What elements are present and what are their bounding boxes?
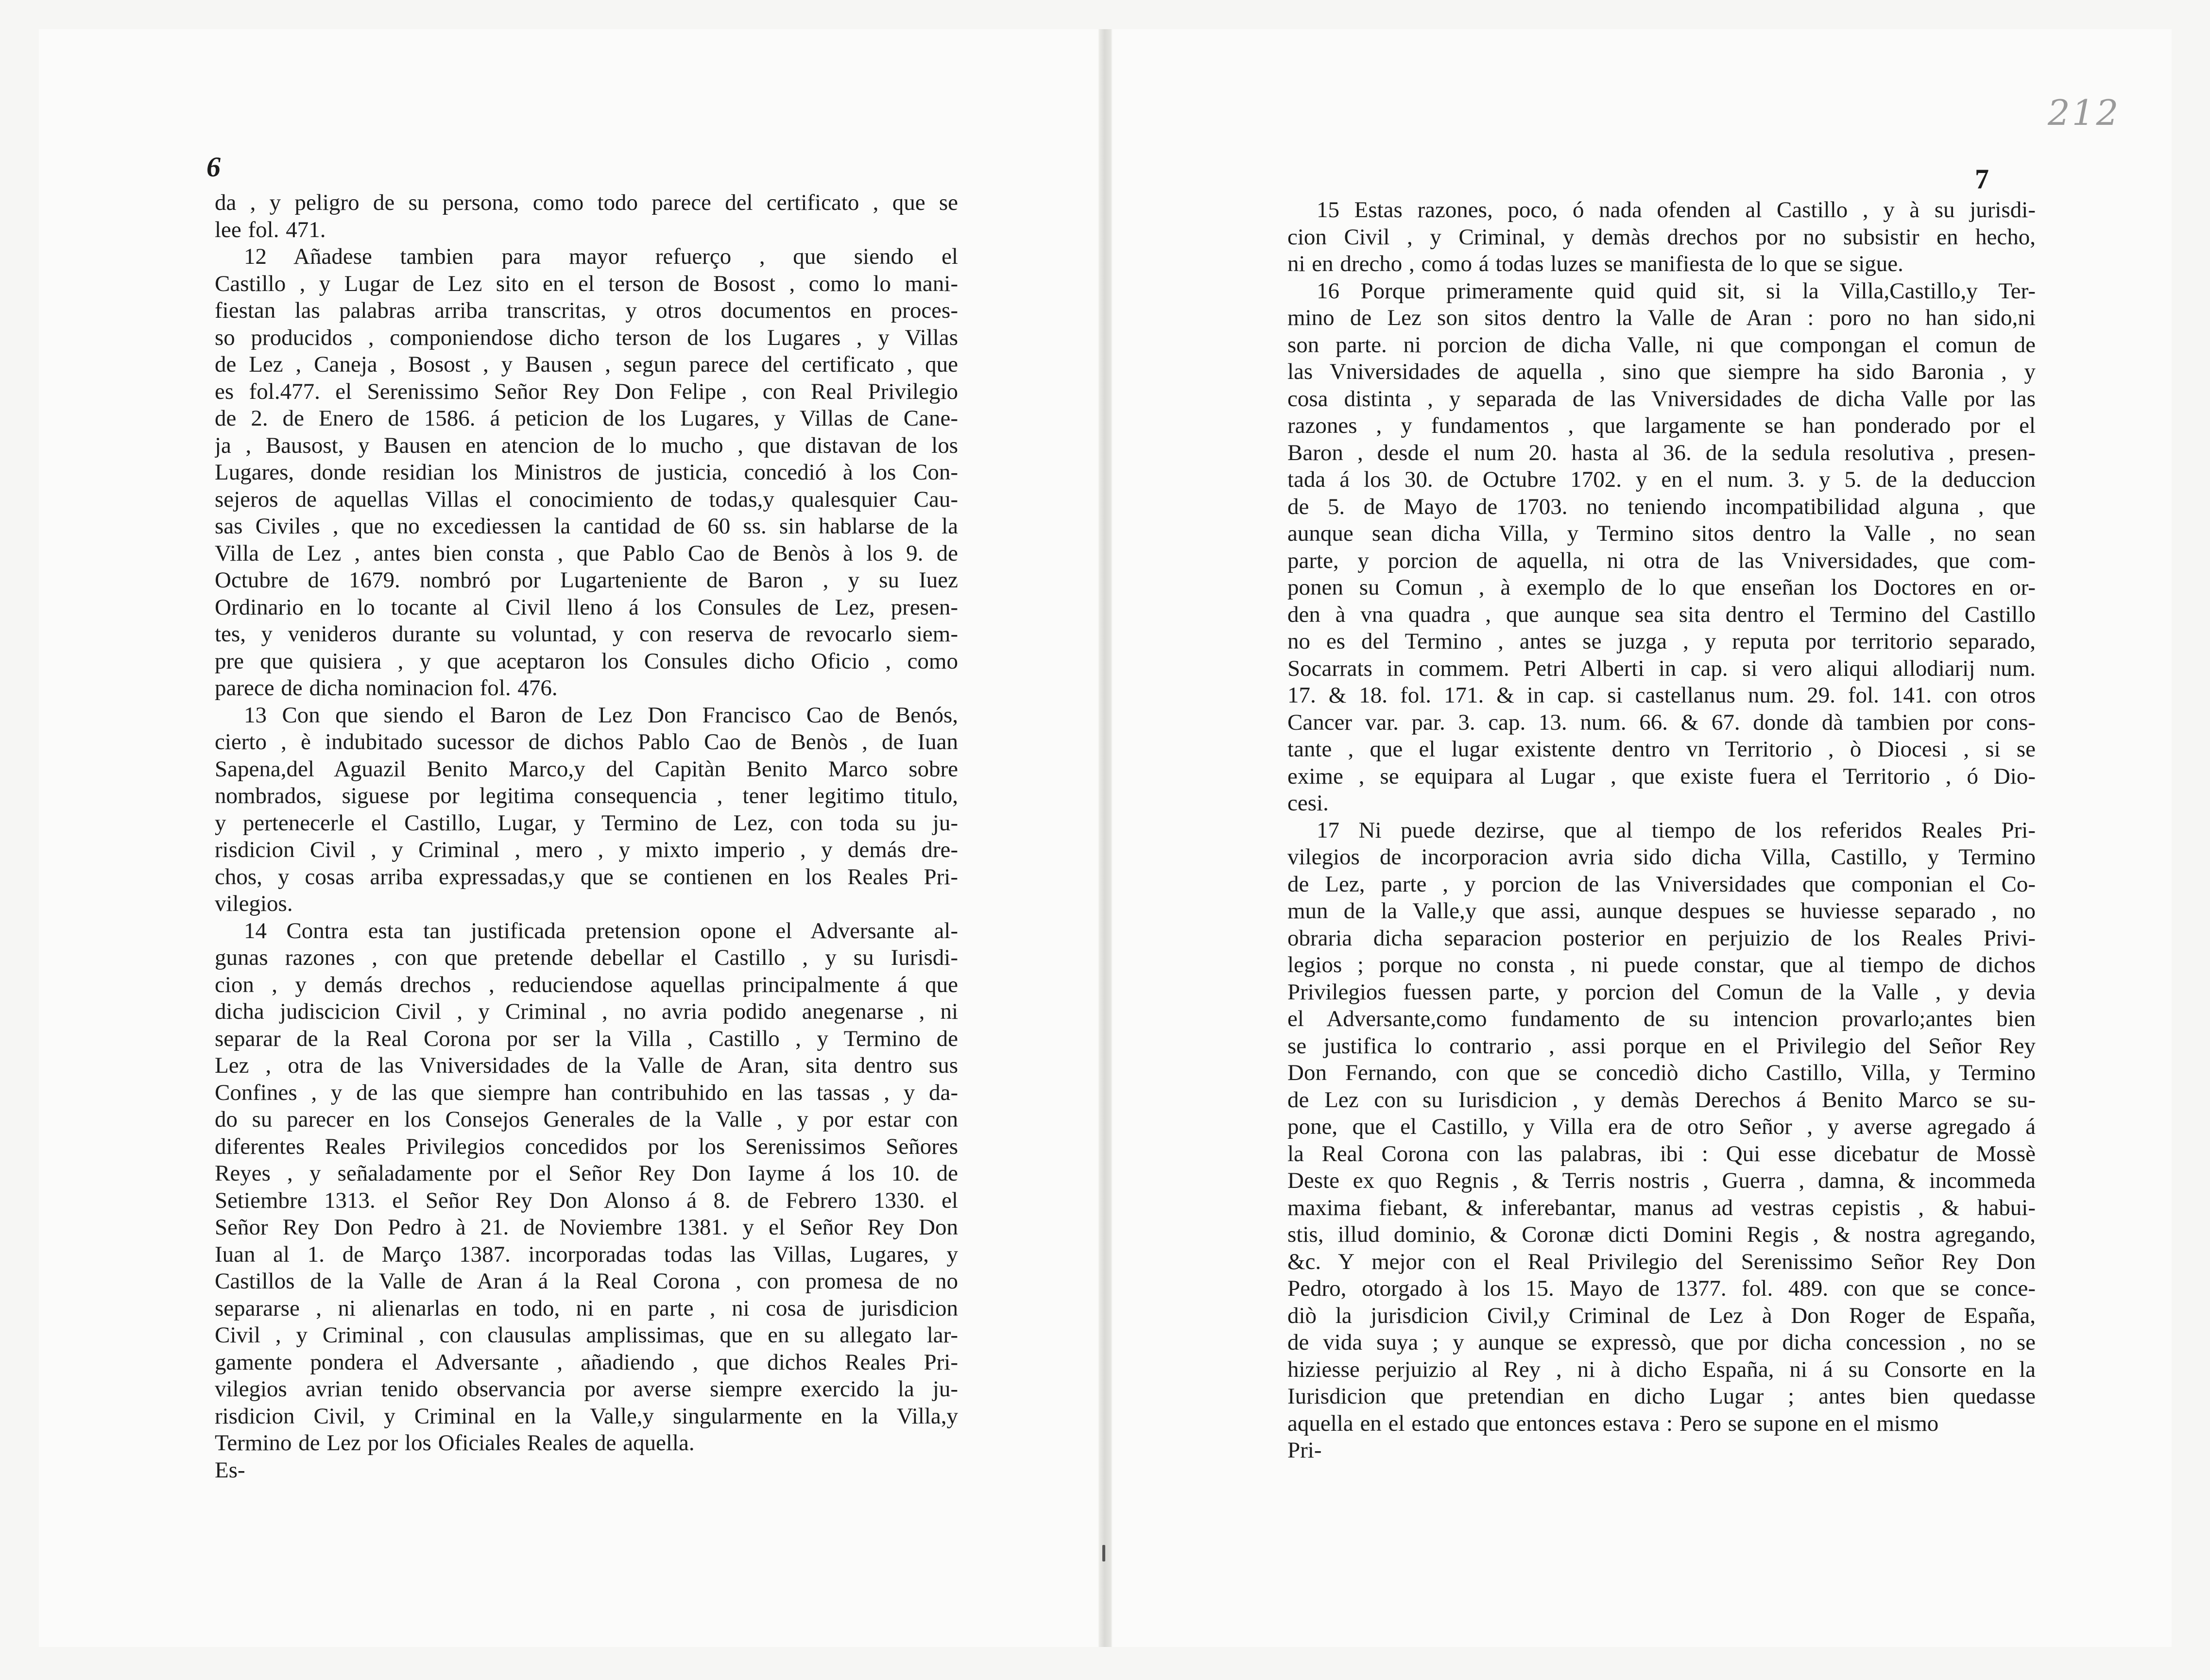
text-line: 15 Estas razones, poco, ó nada ofenden al Castillo , y à su jurisdi-	[1317, 197, 2036, 223]
text-line: vilegios.	[215, 891, 293, 916]
text-line: 17 Ni puede dezirse, que al tiempo de los referidos Reales Pri-	[1317, 817, 2036, 843]
text-line: aunque sean dicha Villa, y Termino sitos dentro la Valle , no sean	[1287, 521, 2036, 546]
text-line: dicha judiscicion Civil , y Criminal , no avria podido anegenarse , ni	[215, 999, 958, 1024]
text-line: so producidos , componiendose dicho terson de los Lugares , y Villas	[215, 325, 958, 350]
text-line: de 5. de Mayo de 1703. no teniendo incompatibilidad alguna , que	[1287, 494, 2036, 519]
text-line: razones , y fundamentos , que largamente se han ponderado por el	[1287, 413, 2036, 438]
text-line: Ordinario en lo tocante al Civil lleno á los Consules de Lez, presen-	[215, 594, 958, 620]
text-line: risdicion Civil , y Criminal , mero , y mixto imperio , y demás dre-	[215, 837, 958, 862]
text-line: Cancer var. par. 3. cap. 13. num. 66. & 67. donde dà tambien por cons-	[1287, 709, 2036, 735]
binding-mark	[1102, 1545, 1105, 1561]
text-line: parece de dicha nominacion fol. 476.	[215, 675, 558, 701]
text-line: vilegios avrian tenido observancia por averse siempre exercido la ju-	[215, 1376, 958, 1402]
text-line: 12 Añadese tambien para mayor refuerço , que siendo el	[244, 244, 958, 269]
handwritten-folio-number: 212	[2048, 92, 2121, 133]
text-line: hiziesse perjuizio al Rey , ni à dicho España, ni á su Consorte en la	[1287, 1356, 2036, 1382]
text-line: Pedro, otorgado à los 15. Mayo de 1377. fol. 489. con que se conce-	[1287, 1276, 2036, 1301]
page-body-text	[1287, 197, 2036, 1464]
text-line: da , y peligro de su persona, como todo parece del certificato , que se	[215, 190, 958, 215]
page-number: 6	[206, 151, 221, 183]
text-line: gunas razones , con que pretende debellar el Castillo , y su Iurisdi-	[215, 945, 958, 970]
text-line: de Lez, parte , y porcion de las Vniversidades que componian el Co-	[1287, 871, 2036, 897]
text-line: Señor Rey Don Pedro à 21. de Noviembre 1381. y el Señor Rey Don	[215, 1215, 958, 1240]
text-line: Iuan al 1. de Março 1387. incorporadas todas las Villas, Lugares, y	[215, 1241, 958, 1267]
text-line: las Vniversidades de aquella , sino que siempre ha sido Baronia , y	[1287, 359, 2036, 384]
text-line: risdicion Civil, y Criminal en la Valle,y singularmente en la Villa,y	[215, 1403, 958, 1429]
catchword: Pri-	[1287, 1438, 1322, 1463]
text-line: Baron , desde el num 20. hasta al 36. de la sedula resolutiva , presen-	[1287, 440, 2036, 465]
text-line: pre que quisiera , y que aceptaron los Consules dicho Oficio , como	[215, 648, 958, 674]
left-page	[39, 29, 1098, 1647]
text-line: de Lez , Caneja , Bosost , y Bausen , segun parece del certificato , que	[215, 352, 958, 377]
text-line: Octubre de 1679. nombró por Lugarteniente de Baron , y su Iuez	[215, 567, 958, 593]
text-line: sas Civiles , que no excediessen la cantidad de 60 ss. sin hablarse de la	[215, 514, 958, 539]
text-line: diò la jurisdicion Civil,y Criminal de Lez à Don Roger de España,	[1287, 1303, 2036, 1328]
text-line: Castillos de la Valle de Aran á la Real Corona , con promesa de no	[215, 1269, 958, 1294]
text-line: chos, y cosas arriba expressadas,y que se contienen en los Reales Pri-	[215, 864, 958, 890]
text-line: ponen su Comun , à exemplo de lo que enseñan los Doctores en or-	[1287, 575, 2036, 600]
text-line: de Lez con su Iurisdicion , y demàs Derechos á Benito Marco se su-	[1287, 1087, 2036, 1113]
text-line: gamente pondera el Adversante , añadiendo , que dichos Reales Pri-	[215, 1349, 958, 1375]
text-line: Privilegios fuessen parte, y porcion del Comun de la Valle , y devia	[1287, 979, 2036, 1005]
text-line: tante , que el lugar existente dentro vn Territorio , ò Diocesi , si se	[1287, 737, 2036, 762]
text-line: aquella en el estado que entonces estava : Pero se supone en el mismo	[1287, 1410, 1939, 1436]
text-line: Setiembre 1313. el Señor Rey Don Alonso á 8. de Febrero 1330. el	[215, 1187, 958, 1213]
text-line: parte, y porcion de aquella, ni otra de las Vniversidades, que com-	[1287, 548, 2036, 573]
text-line: 17. & 18. fol. 171. & in cap. si castellanus num. 29. fol. 141. con otros	[1287, 683, 2036, 708]
book-gutter	[1099, 29, 1112, 1647]
text-line: cosa distinta , y separada de las Vniversidades de dicha Valle por las	[1287, 386, 2036, 411]
text-line: exime , se equipara al Lugar , que existe fuera el Territorio , ó Dio-	[1287, 763, 2036, 789]
text-line: sejeros de aquellas Villas el conocimiento de todas,y qualesquier Cau-	[215, 486, 958, 512]
text-line: stis, illud dominio, & Coronæ dicti Domini Regis , & nostra agregando,	[1287, 1222, 2036, 1247]
text-line: fiestan las palabras arriba transcritas, y otros documentos en proces-	[215, 298, 958, 323]
text-line: 16 Porque primeramente quid quid sit, si la Villa,Castillo,y Ter-	[1317, 278, 2036, 304]
page-body-text	[215, 189, 958, 1484]
text-line: nombrados, siguese por legitima consequencia , tener legitimo titulo,	[215, 783, 958, 808]
right-page	[1113, 29, 2172, 1647]
text-line: mino de Lez son sitos dentro la Valle de Aran : poro no han sido,ni	[1287, 305, 2036, 330]
text-line: cierto , è indubitado sucessor de dichos Pablo Cao de Benòs , de Iuan	[215, 729, 958, 754]
text-line: Reyes , y señaladamente por el Señor Rey Don Iayme á los 10. de	[215, 1161, 958, 1186]
text-line: diferentes Reales Privilegios concedidos por los Serenissimos Señores	[215, 1133, 958, 1159]
text-line: Lugares, donde residian los Ministros de justicia, concedió à los Con-	[215, 460, 958, 485]
text-line: pone, que el Castillo, y Villa era de otro Señor , y averse agregado á	[1287, 1114, 2036, 1139]
text-line: tada á los 30. de Octubre 1702. y en el num. 3. y 5. de la deduccion	[1287, 467, 2036, 492]
text-line: separar de la Real Corona por ser la Villa , Castillo , y Termino de	[215, 1026, 958, 1051]
text-line: 13 Con que siendo el Baron de Lez Don Francisco Cao de Benós,	[244, 702, 958, 728]
text-line: legios ; porque no consta , ni puede constar, que al tiempo de dichos	[1287, 952, 2036, 977]
text-line: Sapena,del Aguazil Benito Marco,y del Capitàn Benito Marco sobre	[215, 756, 958, 782]
page-number: 7	[1975, 163, 1989, 195]
text-line: Deste ex quo Regnis , & Terris nostris , Guerra , damna, & incommeda	[1287, 1168, 2036, 1193]
text-line: ni en drecho , como á todas luzes se manifiesta de lo que se sigue.	[1287, 251, 1903, 276]
text-line: do su parecer en los Consejos Generales de la Valle , y por estar con	[215, 1107, 958, 1132]
text-line: Iurisdicion que pretendian en dicho Lugar ; antes bien quedasse	[1287, 1384, 2036, 1409]
text-line: obraria dicha separacion posterior en perjuizio de los Reales Privi-	[1287, 925, 2036, 951]
text-line: se justifica lo contrario , assi porque en el Privilegio del Señor Rey	[1287, 1033, 2036, 1059]
text-line: cion , y demás drechos , reduciendose aquellas principalmente á que	[215, 972, 958, 997]
catchword: Es-	[215, 1457, 245, 1483]
text-line: es fol.477. el Serenissimo Señor Rey Don Felipe , con Real Privilegio	[215, 378, 958, 404]
text-line: maxima fiebant, & inferebantar, manus ad vestras cepistis , & habui-	[1287, 1195, 2036, 1220]
text-line: Civil , y Criminal , con clausulas amplissimas, que en su allegato lar-	[215, 1322, 958, 1348]
text-line: ja , Bausost, y Bausen en atencion de lo mucho , que distavan de los	[215, 432, 958, 458]
text-line: cesi.	[1287, 790, 1329, 816]
text-line: Socarrats in commem. Petri Alberti in cap. si vero aliqui allodiarij num.	[1287, 655, 2036, 681]
text-line: separarse , ni alienarlas en todo, ni en parte , ni cosa de jurisdicion	[215, 1295, 958, 1321]
text-line: 14 Contra esta tan justificada pretension opone el Adversante al-	[244, 918, 958, 943]
text-line: Castillo , y Lugar de Lez sito en el terson de Bosost , como lo mani-	[215, 271, 958, 296]
text-line: vilegios de incorporacion avria sido dicha Villa, Castillo, y Termino	[1287, 844, 2036, 870]
text-line: Lez , otra de las Vniversidades de la Valle de Aran, sita dentro sus	[215, 1053, 958, 1078]
text-line: no es del Termino , antes se juzga , y reputa por territorio separado,	[1287, 629, 2036, 654]
text-line: Confines , y de las que siempre han contribuhido en las tassas , y da-	[215, 1080, 958, 1105]
text-line: Don Fernando, con que se concediò dicho Castillo, Villa, y Termino	[1287, 1060, 2036, 1085]
text-line: y pertenecerle el Castillo, Lugar, y Termino de Lez, con toda su ju-	[215, 810, 958, 836]
text-line: el Adversante,como fundamento de su intencion provarlo;antes bien	[1287, 1006, 2036, 1031]
text-line: la Real Corona con las palabras, ibi : Qui esse dicebatur de Mossè	[1287, 1141, 2036, 1166]
text-line: mun de la Valle,y que assi, aunque despues se huviesse separado , no	[1287, 898, 2036, 924]
text-line: &c. Y mejor con el Real Privilegio del Serenissimo Señor Rey Don	[1287, 1249, 2036, 1274]
text-line: lee fol. 471.	[215, 217, 326, 242]
text-line: Termino de Lez por los Oficiales Reales de aquella.	[215, 1430, 695, 1456]
text-line: tes, y venideros durante su voluntad, y con reserva de revocarlo siem-	[215, 621, 958, 647]
text-line: de 2. de Enero de 1586. á peticion de los Lugares, y Villas de Cane-	[215, 406, 958, 431]
text-line: Villa de Lez , antes bien consta , que Pablo Cao de Benòs à los 9. de	[215, 540, 958, 566]
text-line: son parte. ni porcion de dicha Valle, ni que compongan el comun de	[1287, 332, 2036, 358]
text-line: cion Civil , y Criminal, y demàs drechos por no subsistir en hecho,	[1287, 224, 2036, 250]
text-line: de vida suya ; y aunque se expressò, que por dicha concession , no se	[1287, 1330, 2036, 1355]
text-line: den à vna quadra , que aunque sea sita dentro el Termino del Castillo	[1287, 601, 2036, 627]
